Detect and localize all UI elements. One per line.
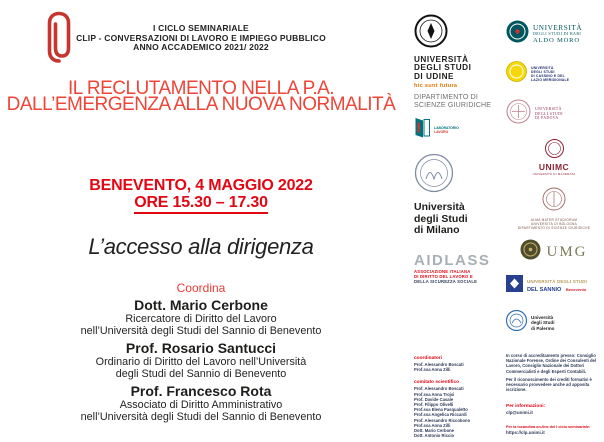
seminar-year: ANNO ACCADEMICO 2021/ 2022 bbox=[133, 42, 269, 53]
cassino-name-line: LAZIO MERIDIONALE bbox=[531, 78, 570, 83]
poster-title-line2: DALL’EMERGENZA ALLA NUOVA NORMALITÀ bbox=[6, 94, 396, 116]
logo-unimc bbox=[506, 139, 602, 176]
bari-name-line: UNIVERSITÀ bbox=[533, 23, 583, 32]
poster-url-link[interactable]: https://clp.unimi.it bbox=[506, 429, 545, 435]
speaker-role-line: Ricercatore di Diritto del Lavoro bbox=[125, 312, 277, 325]
padova-name-line: DI PADOVA bbox=[535, 116, 559, 121]
info-label: Per informazioni: bbox=[506, 404, 546, 410]
palermo-name-line: degli Studi bbox=[531, 320, 555, 326]
speaker-role-line: Ordinario di Diritto del Lavoro nell’Università bbox=[95, 355, 307, 368]
milano-name-line: di Milano bbox=[414, 224, 460, 237]
comitato-member: Prof.ssa Anna Trojsi bbox=[414, 391, 455, 397]
comitato-member: Prof.ssa Elena Pasqualetto bbox=[414, 407, 468, 413]
umg-seal-icon bbox=[520, 239, 541, 265]
unimc-subtitle: UNIVERSITÀ DI MACERATA bbox=[532, 172, 576, 176]
chair-label: Coordina bbox=[176, 280, 226, 295]
paperclip-icon bbox=[44, 10, 74, 69]
milano-name-line: degli Studi bbox=[414, 212, 468, 225]
seminar-series: I CICLO SEMINARIALE bbox=[153, 23, 249, 33]
aidlass-sub-line: DI DIRITTO DEL LAVORO E bbox=[414, 273, 473, 279]
poster-title bbox=[0, 77, 402, 116]
speaker-role-line: Associato di Diritto Amministrativo bbox=[119, 398, 283, 411]
logo-laboratorio-lavoro bbox=[414, 116, 502, 144]
aidlass-sub-line: ASSOCIAZIONE ITALIANA bbox=[414, 268, 471, 274]
cassino-name-line: UNIVERSITÀ bbox=[531, 65, 554, 70]
logo-bari bbox=[506, 20, 602, 48]
comitato-member: Prof.ssa Anna Zilli bbox=[414, 422, 451, 428]
logo-milano bbox=[414, 153, 502, 237]
laboratorio-label-line: LAVORO bbox=[434, 130, 449, 135]
poster-title-line1: IL RECLUTAMENTO NELLA P.A. bbox=[67, 77, 335, 99]
logo-sannio bbox=[506, 275, 602, 297]
aidlass-sub-line: DELLA SICUREZZA SOCIALE bbox=[414, 278, 478, 284]
speaker-role-line: nell’Università degli Studi del Sannio di Benevento bbox=[80, 410, 322, 423]
speaker-item bbox=[0, 341, 402, 380]
logo-umg bbox=[506, 239, 602, 265]
laboratorio-lavoro-icon bbox=[414, 116, 431, 144]
coordinatori-label: coordinatori bbox=[414, 356, 442, 361]
cassino-name-line: DEGLI STUDI bbox=[531, 69, 555, 74]
comitato-member: Prof. Alessandro Boscati bbox=[414, 386, 464, 392]
cassino-name-line: DI CASSINO E DEL bbox=[531, 74, 565, 78]
footer-info-column bbox=[506, 353, 603, 435]
udine-dept-line: DIPARTIMENTO DI bbox=[414, 94, 479, 102]
bologna-seal-icon bbox=[542, 198, 566, 215]
aidlass-wordmark: AIDLASS bbox=[414, 251, 491, 269]
logo-bologna bbox=[506, 187, 602, 230]
padova-crest-icon bbox=[506, 99, 531, 129]
palermo-name-line: di Palermo bbox=[531, 325, 555, 331]
speaker-role-line: degli Studi del Sannio di Benevento bbox=[115, 367, 287, 380]
bari-name-line: DEGLI STUDI DI BARI bbox=[533, 30, 582, 36]
accreditation-note: In corso di accreditamento presso: Consiglio Nazionale Forense, Ordine dei Consulenti del Lavoro, Consiglio Nazionale dei Dottori Commercialisti e degli Esperti Contabili. bbox=[506, 353, 597, 374]
logo-udine bbox=[414, 14, 502, 109]
coordinatore-name: Prof. Alessandro Boscati bbox=[414, 362, 464, 367]
speaker-name: Prof. Rosario Santucci bbox=[125, 339, 277, 356]
speaker-name: Prof. Francesco Rota bbox=[130, 382, 272, 399]
umg-wordmark: UMG bbox=[546, 243, 588, 260]
sannio-city: Benevento bbox=[565, 287, 587, 292]
logo-column-right bbox=[506, 20, 602, 336]
seminar-program: CLIP - CONVERSAZIONI DI LAVORO E IMPIEGO PUBBLICO bbox=[76, 32, 326, 43]
logo-aidlass bbox=[414, 252, 502, 285]
udine-name-line: DEGLI STUDI bbox=[414, 63, 472, 73]
logo-padova bbox=[506, 99, 602, 129]
event-date-block bbox=[0, 177, 402, 214]
logo-cassino bbox=[506, 61, 602, 87]
speaker-role-line: nell’Università degli Studi del Sannio di Benevento bbox=[80, 324, 322, 337]
sannio-name-line: DEL SANNIO bbox=[527, 287, 562, 293]
laboratorio-label-line: LABORATORIO bbox=[434, 126, 459, 131]
comitato-member: Dott. Antonio Riccio bbox=[414, 433, 455, 439]
speaker-name: Dott. Mario Cerbone bbox=[134, 296, 268, 313]
udine-motto: hic sunt futura bbox=[414, 83, 458, 90]
comitato-member: Prof.ssa Angelica Riccardi bbox=[414, 412, 467, 418]
logo-column-left bbox=[414, 14, 502, 285]
bologna-name-line: ALMA MATER STUDIORUM bbox=[530, 218, 578, 222]
padova-name-line: UNIVERSITÀ bbox=[535, 107, 562, 112]
milano-name-line: Università bbox=[414, 201, 465, 214]
bologna-name-line: UNIVERSITÀ DI BOLOGNA bbox=[530, 222, 578, 226]
speaker-item bbox=[0, 384, 402, 423]
padova-name-line: DEGLI STUDI bbox=[535, 111, 563, 116]
udine-name-line: UNIVERSITÀ bbox=[414, 55, 469, 64]
milano-seal-icon bbox=[414, 180, 454, 197]
comitato-member: Prof. Davide Casale bbox=[414, 396, 454, 402]
cassino-seal-icon bbox=[506, 61, 527, 87]
unimc-seal-icon bbox=[545, 145, 564, 162]
credits-note: Per il riconoscimento dei crediti formativi è necessario provvedere anche ad apposita iscrizione. bbox=[506, 376, 592, 393]
speakers-list bbox=[0, 298, 402, 423]
footer-committee-column bbox=[414, 356, 502, 438]
unimc-wordmark: UNIMC bbox=[538, 162, 570, 172]
udine-dept-line: SCIENZE GIURIDICHE bbox=[414, 101, 492, 109]
bari-name-line: ALDO MORO bbox=[533, 36, 580, 44]
comitato-label: comitato scientifico bbox=[414, 380, 460, 386]
comitato-member: Prof. Alessandro Riccobono bbox=[414, 417, 471, 423]
poster-link-label: Per la locandina on-line del I ciclo seminariale: bbox=[506, 424, 591, 429]
event-time: ORE 15.30 – 17.30 bbox=[134, 194, 268, 214]
logo-palermo bbox=[506, 310, 602, 336]
event-place-date: BENEVENTO, 4 MAGGIO 2022 bbox=[89, 176, 313, 194]
udine-seal-icon bbox=[414, 35, 448, 52]
udine-name-line: DI UDINE bbox=[414, 71, 454, 81]
session-title: L’accesso alla dirigenza bbox=[88, 233, 314, 259]
comitato-member: Dott. Mario Cerbone bbox=[414, 428, 455, 434]
bari-seal-icon bbox=[506, 20, 529, 48]
bologna-name-line: DIPARTIMENTO DI SCIENZE GIURIDICHE bbox=[517, 226, 591, 230]
sannio-mark-icon bbox=[506, 275, 523, 297]
palermo-seal-icon bbox=[506, 310, 527, 336]
comitato-member: Prof. Filippo Olivelli bbox=[414, 402, 454, 408]
coordinatore-name: Prof.ssa Anna Zilli bbox=[414, 367, 451, 373]
speaker-item bbox=[0, 298, 402, 337]
info-email-link[interactable]: clp@unimi.it bbox=[506, 410, 533, 416]
palermo-name-line: Università bbox=[531, 314, 554, 320]
sannio-name-line: UNIVERSITÀ DEGLI STUDI bbox=[527, 279, 588, 284]
